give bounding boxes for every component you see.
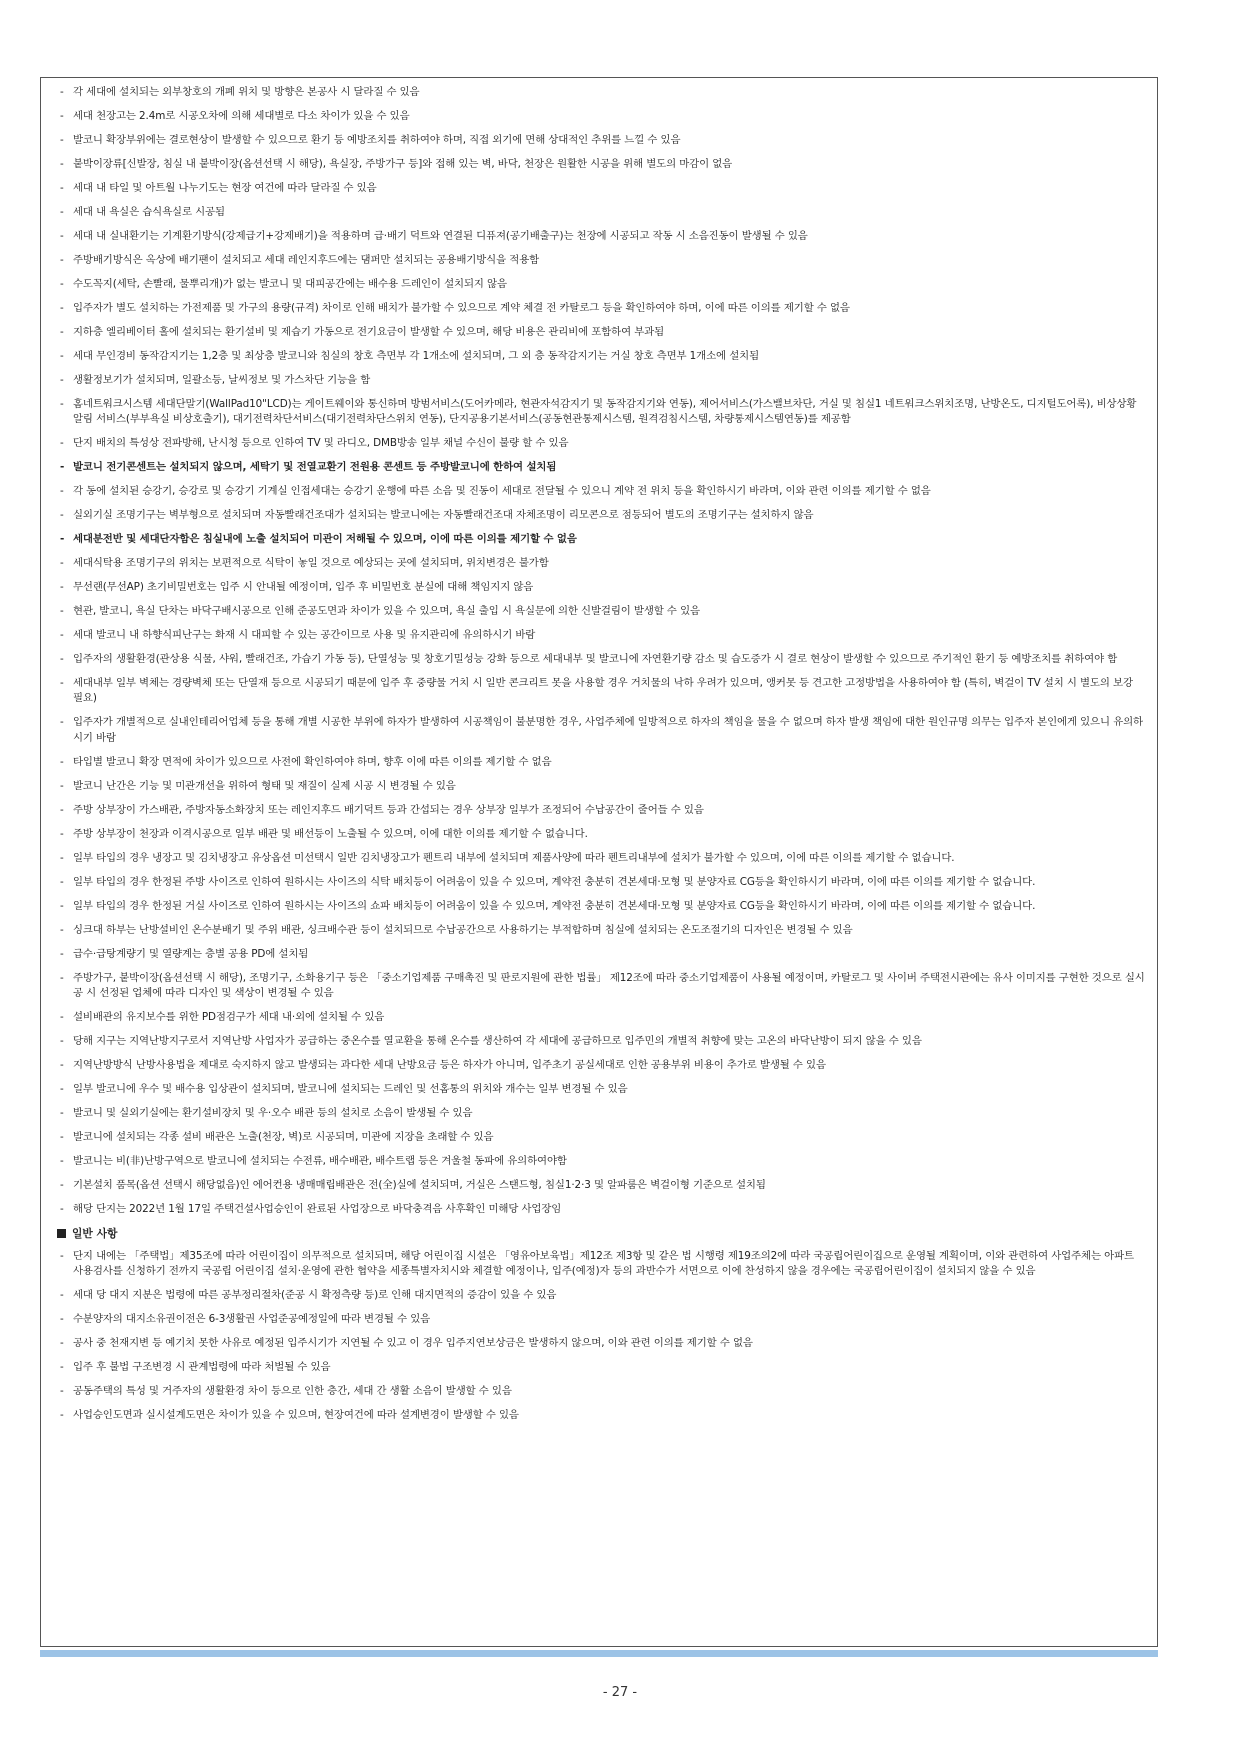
note-item: - 발코니는 비(非)난방구역으로 발코니에 설치되는 수전류, 배수배관, 배수트랩 등은 겨울철 동파에 유의하여야함: [59, 1154, 1145, 1169]
note-item: - 수도꼭지(세탁, 손빨래, 물뿌리개)가 없는 발코니 및 대피공간에는 배수용 드레인이 설치되지 않음: [59, 277, 1145, 292]
note-item: - 실외기실 조명기구는 벽부형으로 설치되며 자동빨래건조대가 설치되는 발코니에는 자동빨래건조대 자체조명이 리모콘으로 점등되어 별도의 조명기구는 설치하지 않음: [59, 508, 1145, 523]
general-list: [59, 1249, 1145, 1423]
note-item: - 주방 상부장이 가스배관, 주방자동소화장치 또는 레인지후드 배기덕트 등과 간섭되는 경우 상부장 일부가 조정되어 수납공간이 줄어들 수 있음: [59, 803, 1145, 818]
general-item: - 단지 내에는 「주택법」제35조에 따라 어린이집이 의무적으로 설치되며, 해당 어린이집 시설은 「영유아보육법」제12조 제3항 및 같은 법 시행령 제19조의2에 따라 국공립어린이집으로 운영될 계획이며, 이와 관련하여 사업주체는 아파트 사용검사를 신청하기 전까지 국공립 어린이집 설치·운영에 관한 협약을 세종특별자치시와 체결할 예정이나, 입주(예정)자 등의 과반수가 서면으로 이에 찬성하지 않을 경우에는 국공립어린이집이 설치되지 않을 수 있음: [59, 1249, 1145, 1279]
note-item: - 발코니에 설치되는 각종 설비 배관은 노출(천장, 벽)로 시공되며, 미관에 지장을 초래할 수 있음: [59, 1130, 1145, 1145]
general-section-title: [57, 1226, 1145, 1241]
note-item: - 일부 타입의 경우 한정된 주방 사이즈로 인하여 원하시는 사이즈의 식탁 배치등이 어려움이 있을 수 있으며, 계약전 충분히 견본세대·모형 및 분양자료 CG등을 확인하시기 바라며, 이에 따른 이의를 제기할 수 없습니다.: [59, 875, 1145, 890]
note-item: - 세대 무인경비 동작감지기는 1,2층 및 최상층 발코니와 침실의 창호 측면부 각 1개소에 설치되며, 그 외 층 동작감지기는 거실 창호 측면부 1개소에 설치됨: [59, 349, 1145, 364]
general-item: - 수분양자의 대지소유권이전은 6-3생활권 사업준공예정일에 따라 변경될 수 있음: [59, 1312, 1145, 1327]
note-item: - 세대 천장고는 2.4m로 시공오차에 의해 세대별로 다소 차이가 있을 수 있음: [59, 109, 1145, 124]
note-item: - 발코니 난간은 기능 및 미관개선을 위하여 형태 및 재질이 실제 시공 시 변경될 수 있음: [59, 779, 1145, 794]
note-item: - 홈네트워크시스템 세대단말기(WallPad10"LCD)는 게이트웨이와 통신하며 방범서비스(도어카메라, 현관자석감지기 및 동작감지기와 연동), 제어서비스(가스밸브차단, 거실 및 침실1 네트워크스위치조명, 난방온도, 디지털도어록), 비상상황 알림 서비스(부부욕실 비상호출기), 대기전력차단서비스(대기전력차단스위치 연동), 단지공용기본서비스(공동현관통제시스템, 원격검침시스템, 차량통제시스템연동)를 제공함: [59, 397, 1145, 427]
note-item: - 해당 단지는 2022년 1월 17일 주택건설사업승인이 완료된 사업장으로 바닥충격음 사후확인 미해당 사업장임: [59, 1202, 1145, 1217]
note-item: - 지역난방방식 난방사용법을 제대로 숙지하지 않고 발생되는 과다한 세대 난방요금 등은 하자가 아니며, 입주초기 공실세대로 인한 공용부위 비용이 추가로 발생될 수 있음: [59, 1058, 1145, 1073]
notes-list: [59, 85, 1145, 1217]
note-item: - 일부 타입의 경우 한정된 거실 사이즈로 인하여 원하시는 사이즈의 쇼파 배치등이 어려움이 있을 수 있으며, 계약전 충분히 견본세대·모형 및 분양자료 CG등을 확인하시기 바라며, 이에 따른 이의를 제기할 수 없습니다.: [59, 899, 1145, 914]
note-item: - 무선랜(무선AP) 초기비밀번호는 입주 시 안내될 예정이며, 입주 후 비밀번호 분실에 대해 책임지지 않음: [59, 580, 1145, 595]
page-number: - 27 -: [602, 1685, 638, 1700]
general-item: - 공동주택의 특성 및 거주자의 생활환경 차이 등으로 인한 층간, 세대 간 생활 소음이 발생할 수 있음: [59, 1384, 1145, 1399]
note-item: - 단지 배치의 특성상 전파방해, 난시청 등으로 인하여 TV 및 라디오, DMB방송 일부 채널 수신이 불량 할 수 있음: [59, 436, 1145, 451]
note-item: - 입주자의 생활환경(관상용 식물, 샤워, 빨래건조, 가습기 가동 등), 단열성능 및 창호기밀성능 강화 등으로 세대내부 및 발코니에 자연환기량 감소 및 습도증가 시 결로 현상이 발생할 수 있으므로 주기적인 환기 등 예방조치를 취하여야 함: [59, 652, 1145, 667]
general-item: - 입주 후 불법 구조변경 시 관계법령에 따라 처벌될 수 있음: [59, 1360, 1145, 1375]
note-item: - 세대 내 실내환기는 기계환기방식(강제급기+강제배기)을 적용하며 급·배기 덕트와 연결된 디퓨져(공기배출구)는 천장에 시공되고 작동 시 소음진동이 발생될 수 있음: [59, 229, 1145, 244]
note-item: - 발코니 확장부위에는 결로현상이 발생할 수 있으므로 환기 등 예방조치를 취하여야 하며, 직접 외기에 면해 상대적인 추위를 느낄 수 있음: [59, 133, 1145, 148]
note-item: - 발코니 및 실외기실에는 환기설비장치 및 우·오수 배관 등의 설치로 소음이 발생될 수 있음: [59, 1106, 1145, 1121]
general-item: - 사업승인도면과 실시설계도면은 차이가 있을 수 있으며, 현장여건에 따라 설계변경이 발생할 수 있음: [59, 1408, 1145, 1423]
footer-divider: [40, 1650, 1158, 1657]
note-item: - 주방가구, 붙박이장(옵션선택 시 해당), 조명기구, 소화용기구 등은 「중소기업제품 구매촉진 및 판로지원에 관한 법률」 제12조에 따라 중소기업제품이 사용될 예정이며, 카탈로그 및 사이버 주택전시관에는 유사 이미지를 구현한 것으로 실시공 시 선정된 업체에 따라 디자인 및 색상이 변경될 수 있음: [59, 971, 1145, 1001]
note-item: - 당해 지구는 지역난방지구로서 지역난방 사업자가 공급하는 중온수를 열교환을 통해 온수를 생산하여 각 세대에 공급하므로 입주민의 개별적 취향에 맞는 고온의 바닥난방이 되지 않을 수 있음: [59, 1034, 1145, 1049]
note-item: - 급수·급탕계량기 및 열량계는 층별 공용 PD에 설치됨: [59, 947, 1145, 962]
note-item: - 붙박이장류[신발장, 침실 내 붙박이장(옵션선택 시 해당), 욕실장, 주방가구 등]와 접해 있는 벽, 바닥, 천장은 원활한 시공을 위해 별도의 마감이 없음: [59, 157, 1145, 172]
note-item: - 각 세대에 설치되는 외부창호의 개폐 위치 및 방향은 본공사 시 달라질 수 있음: [59, 85, 1145, 100]
note-item: - 세대내부 일부 벽체는 경량벽체 또는 단열재 등으로 시공되기 때문에 입주 후 중량물 거치 시 일반 콘크리트 못을 사용할 경우 거치물의 낙하 우려가 있으며, 앵커못 등 견고한 고정방법을 사용하여야 함 (특히, 벽걸이 TV 설치 시 별도의 보강 필요): [59, 676, 1145, 706]
note-item: - 싱크대 하부는 난방설비인 온수분배기 및 주위 배관, 싱크배수관 등이 설치되므로 수납공간으로 사용하기는 부적합하며 침실에 설치되는 온도조절기의 디자인은 변경될 수 있음: [59, 923, 1145, 938]
note-item: - 세대 발코니 내 하향식피난구는 화재 시 대피할 수 있는 공간이므로 사용 및 유지관리에 유의하시기 바람: [59, 628, 1145, 643]
note-item: - 세대식탁용 조명기구의 위치는 보편적으로 식탁이 놓일 것으로 예상되는 곳에 설치되며, 위치변경은 불가함: [59, 556, 1145, 571]
note-item: - 설비배관의 유지보수를 위한 PD점검구가 세대 내·외에 설치될 수 있음: [59, 1010, 1145, 1025]
note-item: - 생활정보기가 설치되며, 일괄소등, 날씨정보 및 가스차단 기능을 함: [59, 373, 1145, 388]
general-item: - 공사 중 천재지변 등 예기치 못한 사유로 예정된 입주시기가 지연될 수 있고 이 경우 입주지연보상금은 발생하지 않으며, 이와 관련 이의를 제기할 수 없음: [59, 1336, 1145, 1351]
note-item: - 주방 상부장이 천장과 이격시공으로 일부 배관 및 배선등이 노출될 수 있으며, 이에 대한 이의를 제기할 수 없습니다.: [59, 827, 1145, 842]
note-item: - 주방배기방식은 옥상에 배기팬이 설치되고 세대 레인지후드에는 댐퍼만 설치되는 공용배기방식을 적용함: [59, 253, 1145, 268]
note-item: - 세대분전반 및 세대단자함은 침실내에 노출 설치되어 미관이 저해될 수 있으며, 이에 따른 이의를 제기할 수 없음: [59, 532, 1145, 547]
note-item: - 입주자가 별도 설치하는 가전제품 및 가구의 용량(규격) 차이로 인해 배치가 불가할 수 있으므로 계약 체결 전 카탈로그 등을 확인하여야 하며, 이에 따른 이의를 제기할 수 없음: [59, 301, 1145, 316]
note-item: - 일부 발코니에 우수 및 배수용 입상관이 설치되며, 발코니에 설치되는 드레인 및 선홈통의 위치와 개수는 일부 변경될 수 있음: [59, 1082, 1145, 1097]
general-item: - 세대 당 대지 지분은 법령에 따른 공부정리절차(준공 시 확정측량 등)로 인해 대지면적의 증감이 있을 수 있음: [59, 1288, 1145, 1303]
notice-frame: [40, 77, 1158, 1647]
note-item: - 발코니 전기콘센트는 설치되지 않으며, 세탁기 및 전열교환기 전원용 콘센트 등 주방발코니에 한하여 설치됨: [59, 460, 1145, 475]
note-item: - 기본설치 품목(옵션 선택시 해당없음)인 에어컨용 냉매매립배관은 전(全)실에 설치되며, 거실은 스탠드형, 침실1·2·3 및 알파룸은 벽걸이형 기준으로 설치됨: [59, 1178, 1145, 1193]
note-item: - 입주자가 개별적으로 실내인테리어업체 등을 통해 개별 시공한 부위에 하자가 발생하여 시공책임이 불분명한 경우, 사업주체에 일방적으로 하자의 책임을 물을 수 없으며 하자 발생 책임에 대한 원인규명 의무는 입주자 본인에게 있으니 유의하시기 바람: [59, 715, 1145, 745]
note-item: - 세대 내 타일 및 아트월 나누기도는 현장 여건에 따라 달라질 수 있음: [59, 181, 1145, 196]
general-title-text: 일반 사항: [72, 1226, 118, 1240]
square-bullet-icon: [57, 1229, 66, 1238]
note-item: - 지하층 엘리베이터 홀에 설치되는 환기설비 및 제습기 가동으로 전기요금이 발생할 수 있으며, 해당 비용은 관리비에 포함하여 부과됨: [59, 325, 1145, 340]
note-item: - 각 동에 설치된 승강기, 승강로 및 승강기 기계실 인접세대는 승강기 운행에 따른 소음 및 진동이 세대로 전달될 수 있으니 계약 전 위치 등을 확인하시기 바라며, 이와 관련 이의를 제기할 수 없음: [59, 484, 1145, 499]
note-item: - 현관, 발코니, 욕실 단차는 바닥구배시공으로 인해 준공도면과 차이가 있을 수 있으며, 욕실 출입 시 욕실문에 의한 신발걸림이 발생할 수 있음: [59, 604, 1145, 619]
note-item: - 세대 내 욕실은 습식욕실로 시공됨: [59, 205, 1145, 220]
note-item: - 일부 타입의 경우 냉장고 및 김치냉장고 유상옵션 미선택시 일반 김치냉장고가 펜트리 내부에 설치되며 제품사양에 따라 펜트리내부에 설치가 불가할 수 있으며, 이에 따른 이의를 제기할 수 없습니다.: [59, 851, 1145, 866]
note-item: - 타입별 발코니 확장 면적에 차이가 있으므로 사전에 확인하여야 하며, 향후 이에 따른 이의를 제기할 수 없음: [59, 755, 1145, 770]
